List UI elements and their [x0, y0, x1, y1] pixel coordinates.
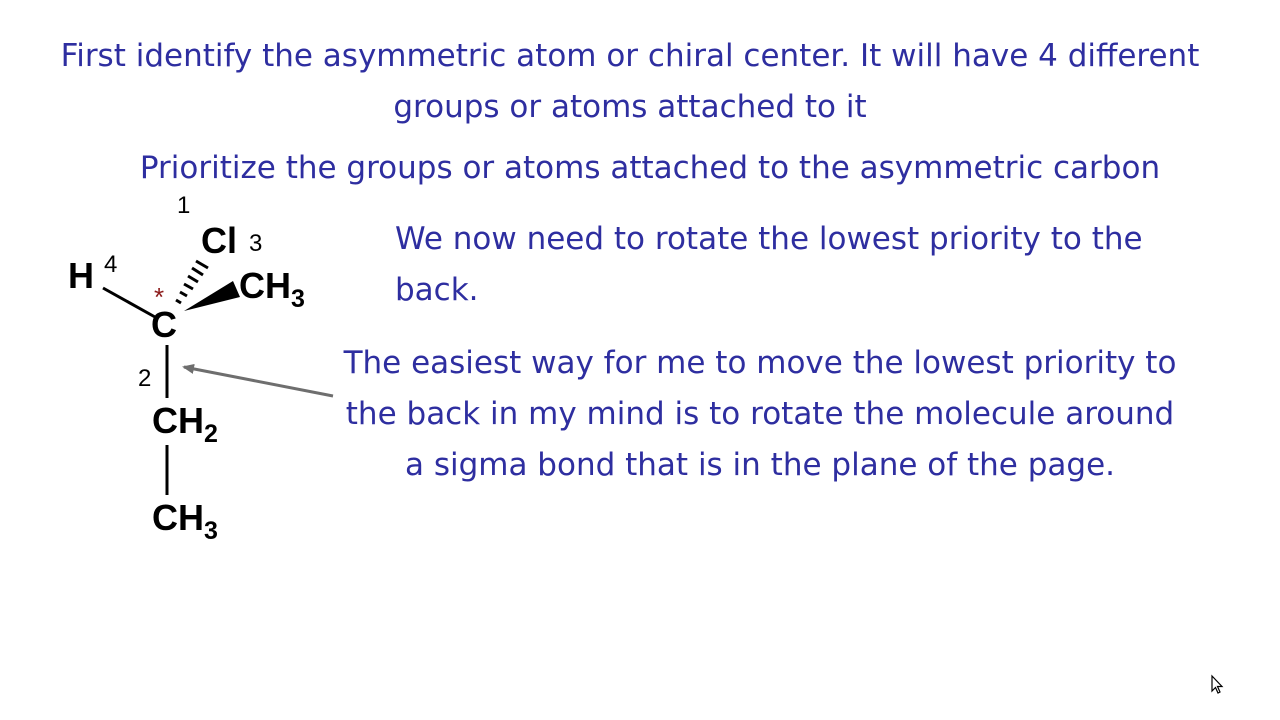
priority-label-h: 4 — [104, 251, 118, 278]
group-ch2: $CH_2$ — [152, 400, 218, 448]
atom-cl: Cl — [201, 220, 237, 261]
atom-center-c: C — [151, 304, 177, 345]
rotate-note-text: We now need to rotate the lowest priority to the back. — [395, 221, 1143, 308]
sigma-bond-arrow — [184, 367, 333, 396]
wedge-bond-c-ch3 — [184, 281, 240, 311]
priority-label-ch2: 2 — [138, 365, 152, 392]
mouse-pointer-icon — [1212, 676, 1222, 693]
slide-heading: First identify the asymmetric atom or chiral center. It will have 4 different groups or atoms attached to it — [60, 38, 1200, 125]
hashed-bond-c-cl — [176, 261, 208, 303]
group-ch3-bottom: $CH_3$ — [152, 497, 218, 545]
bond-c-h — [103, 288, 155, 317]
atom-h: H — [68, 255, 94, 296]
priority-label-cl: 1 — [177, 192, 191, 219]
group-ch3-wedge: $CH_3$ — [239, 265, 305, 313]
priority-label-ch3: 3 — [249, 230, 263, 257]
chiral-center-marker: * — [154, 282, 165, 312]
method-note-text: The easiest way for me to move the lowest priority to the back in my mind is to rotate the molecule around a sigma bond that is in the plane of the page. — [343, 345, 1177, 483]
step-prioritize-text: Prioritize the groups or atoms attached to the asymmetric carbon — [139, 150, 1161, 186]
